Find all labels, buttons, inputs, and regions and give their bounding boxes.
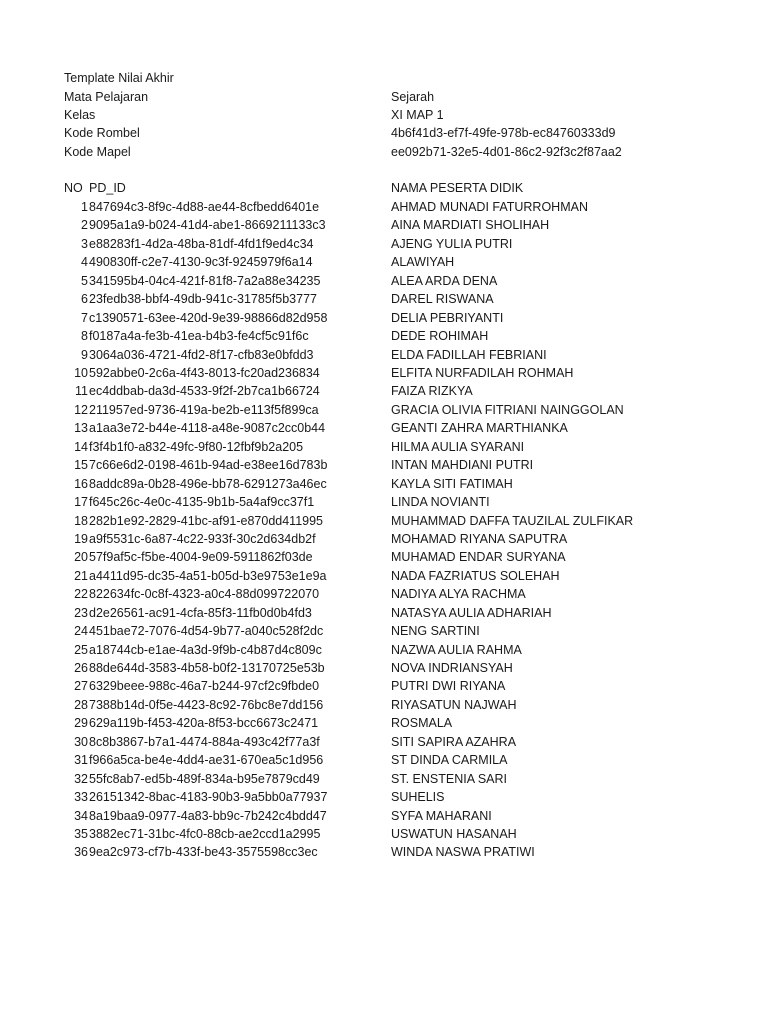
row-student-name: MUHAMAD ENDAR SURYANA [391, 550, 566, 565]
row-number: 25 [74, 642, 88, 657]
row-pd-id: 8a19baa9-0977-4a83-bb9c-7b242c4bdd47 [89, 808, 327, 823]
row-pd-id: 211957ed-9736-419a-be2b-e113f5f899ca [89, 402, 319, 417]
row-pd-id: 629a119b-f453-420a-8f53-bcc6673c2471 [89, 716, 319, 731]
row-pd-id: 282b1e92-2829-41bc-af91-e870dd411995 [89, 513, 324, 528]
table-row [0, 493, 768, 511]
row-student-name: NADA FAZRIATUS SOLEHAH [391, 568, 560, 583]
meta-row-subject [0, 88, 768, 106]
row-number: 33 [74, 790, 88, 805]
table-row [0, 272, 768, 290]
table-row [0, 604, 768, 622]
row-student-name: DELIA PEBRIYANTI [391, 310, 504, 325]
row-pd-id: d2e26561-ac91-4cfa-85f3-11fb0d0b4fd3 [89, 605, 312, 620]
row-pd-id: a1aa3e72-b44e-4118-a48e-9087c2cc0b44 [89, 421, 326, 436]
table-row [0, 216, 768, 234]
row-number: 16 [74, 476, 88, 491]
row-pd-id: 7388b14d-0f5e-4423-8c92-76bc8e7dd156 [89, 697, 324, 712]
table-row [0, 475, 768, 493]
row-student-name: FAIZA RIZKYA [391, 384, 473, 399]
row-number: 9 [81, 347, 88, 362]
row-student-name: NOVA INDRIANSYAH [391, 661, 513, 675]
row-student-name: NATASYA AULIA ADHARIAH [391, 605, 552, 620]
row-number: 13 [74, 421, 88, 436]
row-pd-id: f645c26c-4e0c-4135-9b1b-5a4af9cc37f1 [89, 495, 315, 509]
table-row [0, 807, 768, 825]
table-row [0, 770, 768, 788]
row-student-name: SITI SAPIRA AZAHRA [391, 734, 517, 749]
row-student-name: ST. ENSTENIA SARI [391, 771, 508, 786]
table-row [0, 659, 768, 677]
row-number: 3 [81, 236, 88, 251]
table-row [0, 622, 768, 640]
row-number: 14 [74, 439, 88, 454]
row-student-name: NAZWA AULIA RAHMA [391, 642, 522, 657]
row-pd-id: 847694c3-8f9c-4d88-ae44-8cfbedd6401e [89, 200, 320, 214]
row-student-name: MUHAMMAD DAFFA TAUZILAL ZULFIKAR [391, 513, 634, 528]
meta-row-mapel [0, 143, 768, 161]
row-number: 22 [74, 587, 88, 602]
row-student-name: KAYLA SITI FATIMAH [391, 476, 513, 491]
row-number: 29 [74, 716, 88, 731]
row-number: 31 [74, 753, 88, 768]
table-row [0, 548, 768, 566]
row-pd-id: a9f5531c-6a87-4c22-933f-30c2d634db2f [89, 531, 316, 546]
row-pd-id: 451bae72-7076-4d54-9b77-a040c528f2dc [89, 624, 324, 639]
row-student-name: ALAWIYAH [391, 255, 455, 270]
table-row [0, 419, 768, 437]
row-pd-id: 6329beee-988c-46a7-b244-97cf2c9fbde0 [89, 679, 320, 694]
row-number: 18 [74, 513, 88, 528]
table-row [0, 346, 768, 364]
row-number: 10 [74, 366, 88, 380]
table-row [0, 512, 768, 530]
table-row [0, 585, 768, 603]
row-pd-id: 8addc89a-0b28-496e-bb78-6291273a46ec [89, 476, 327, 491]
table-row [0, 382, 768, 400]
table-row [0, 364, 768, 382]
row-pd-id: 9095a1a9-b024-41d4-abe1-8669211133c3 [89, 218, 326, 233]
row-student-name: GRACIA OLIVIA FITRIANI NAINGGOLAN [391, 402, 624, 417]
table-row [0, 714, 768, 732]
row-pd-id: 55fc8ab7-ed5b-489f-834a-b95e7879cd49 [89, 771, 320, 786]
header-no: NO [64, 181, 83, 195]
row-number: 6 [81, 292, 88, 307]
row-student-name: DAREL RISWANA [391, 292, 494, 307]
row-pd-id: a18744cb-e1ae-4a3d-9f9b-c4b87d4c809c [89, 642, 322, 657]
header-name: NAMA PESERTA DIDIK [391, 181, 524, 195]
table-row [0, 825, 768, 843]
row-student-name: ST DINDA CARMILA [391, 753, 508, 768]
row-pd-id: 88de644d-3583-4b58-b0f2-13170725e53b [89, 661, 325, 675]
row-number: 5 [81, 273, 88, 288]
row-number: 2 [81, 218, 88, 233]
table-row [0, 677, 768, 695]
meta-label: Mata Pelajaran [64, 90, 149, 104]
row-student-name: WINDA NASWA PRATIWI [391, 845, 535, 860]
row-student-name: MOHAMAD RIYANA SAPUTRA [391, 531, 568, 546]
row-number: 27 [74, 679, 88, 694]
table-row [0, 733, 768, 751]
table-row [0, 309, 768, 327]
row-number: 4 [81, 255, 88, 270]
row-student-name: SYFA MAHARANI [391, 808, 492, 823]
row-student-name: AJENG YULIA PUTRI [391, 236, 513, 251]
table-row [0, 290, 768, 308]
row-student-name: GEANTI ZAHRA MARTHIANKA [391, 421, 568, 436]
row-student-name: AINA MARDIATI SHOLIHAH [391, 218, 550, 233]
meta-label: Kode Rombel [64, 126, 140, 140]
meta-row-rombel [0, 124, 768, 142]
row-student-name: DEDE ROHIMAH [391, 329, 489, 344]
meta-value: XI MAP 1 [391, 108, 444, 122]
row-pd-id: f3f4b1f0-a832-49fc-9f80-12fbf9b2a205 [89, 439, 304, 454]
meta-value: Sejarah [391, 90, 435, 104]
row-number: 1 [81, 200, 88, 214]
table-row [0, 567, 768, 585]
row-pd-id: f966a5ca-be4e-4dd4-ae31-670ea5c1d956 [89, 753, 324, 768]
row-number: 35 [74, 827, 88, 841]
row-pd-id: ec4ddbab-da3d-4533-9f2f-2b7ca1b66724 [89, 384, 320, 399]
table-row [0, 198, 768, 216]
row-pd-id: 9ea2c973-cf7b-433f-be43-3575598cc3ec [89, 845, 318, 860]
row-pd-id: 822634fc-0c8f-4323-a0c4-88d099722070 [89, 587, 320, 602]
table-row [0, 843, 768, 861]
row-number: 19 [74, 531, 88, 546]
meta-label: Kelas [64, 108, 96, 122]
row-student-name: LINDA NOVIANTI [391, 495, 490, 509]
row-pd-id: 3882ec71-31bc-4fc0-88cb-ae2ccd1a2995 [89, 827, 321, 841]
row-student-name: RIYASATUN NAJWAH [391, 697, 517, 712]
row-student-name: SUHELIS [391, 790, 445, 805]
header-pd-id: PD_ID [89, 181, 126, 195]
table-row [0, 696, 768, 714]
row-student-name: HILMA AULIA SYARANI [391, 439, 525, 454]
row-number: 23 [74, 605, 88, 620]
row-number: 36 [74, 845, 88, 860]
row-number: 30 [74, 734, 88, 749]
row-pd-id: 23fedb38-bbf4-49db-941c-31785f5b3777 [89, 292, 317, 307]
row-student-name: INTAN MAHDIANI PUTRI [391, 458, 534, 473]
table-row [0, 401, 768, 419]
row-student-name: NENG SARTINI [391, 624, 480, 639]
row-pd-id: f0187a4a-fe3b-41ea-b4b3-fe4cf5c91f6c [89, 329, 309, 344]
table-header [0, 179, 768, 197]
table-row [0, 327, 768, 345]
table-row [0, 641, 768, 659]
row-number: 20 [74, 550, 88, 565]
row-pd-id: 341595b4-04c4-421f-81f8-7a2a88e34235 [89, 273, 321, 288]
meta-value: 4b6f41d3-ef7f-49fe-978b-ec84760333d9 [391, 126, 616, 140]
row-pd-id: c1390571-63ee-420d-9e39-98866d82d958 [89, 310, 328, 325]
row-number: 21 [74, 568, 88, 583]
row-number: 15 [74, 458, 88, 473]
row-number: 26 [74, 661, 88, 675]
row-number: 32 [74, 771, 88, 786]
row-pd-id: 26151342-8bac-4183-90b3-9a5bb0a77937 [89, 790, 328, 805]
table-row [0, 751, 768, 769]
table-row [0, 788, 768, 806]
row-student-name: PUTRI DWI RIYANA [391, 679, 506, 694]
row-number: 17 [74, 495, 88, 509]
row-student-name: ELDA FADILLAH FEBRIANI [391, 347, 547, 362]
row-student-name: ALEA ARDA DENA [391, 273, 498, 288]
template-title-row [0, 69, 768, 87]
table-row [0, 456, 768, 474]
row-pd-id: 490830ff-c2e7-4130-9c3f-9245979f6a14 [89, 255, 313, 270]
row-number: 34 [74, 808, 88, 823]
row-student-name: NADIYA ALYA RACHMA [391, 587, 526, 602]
row-pd-id: 8c8b3867-b7a1-4474-884a-493c42f77a3f [89, 734, 320, 749]
row-pd-id: e88283f1-4d2a-48ba-81df-4fd1f9ed4c34 [89, 236, 314, 251]
row-pd-id: a4411d95-dc35-4a51-b05d-b3e9753e1e9a [89, 568, 327, 583]
row-pd-id: 3064a036-4721-4fd2-8f17-cfb83e0bfdd3 [89, 347, 314, 362]
row-number: 24 [74, 624, 88, 639]
meta-row-class [0, 106, 768, 124]
row-student-name: USWATUN HASANAH [391, 827, 517, 841]
row-number: 11 [75, 384, 88, 399]
row-student-name: AHMAD MUNADI FATURROHMAN [391, 200, 588, 214]
row-number: 12 [74, 402, 88, 417]
row-pd-id: 57f9af5c-f5be-4004-9e09-5911862f03de [89, 550, 313, 565]
meta-label: Kode Mapel [64, 145, 131, 159]
row-number: 8 [81, 329, 88, 344]
table-row [0, 253, 768, 271]
row-student-name: ROSMALA [391, 716, 453, 731]
meta-value: ee092b71-32e5-4d01-86c2-92f3c2f87aa2 [391, 145, 622, 159]
table-row [0, 438, 768, 456]
table-row [0, 530, 768, 548]
row-student-name: ELFITA NURFADILAH ROHMAH [391, 366, 574, 380]
row-pd-id: 592abbe0-2c6a-4f43-8013-fc20ad236834 [89, 366, 320, 380]
row-pd-id: 7c66e6d2-0198-461b-94ad-e38ee16d783b [89, 458, 328, 473]
template-title: Template Nilai Akhir [64, 71, 174, 85]
table-row [0, 235, 768, 253]
row-number: 28 [74, 697, 88, 712]
row-number: 7 [81, 310, 88, 325]
